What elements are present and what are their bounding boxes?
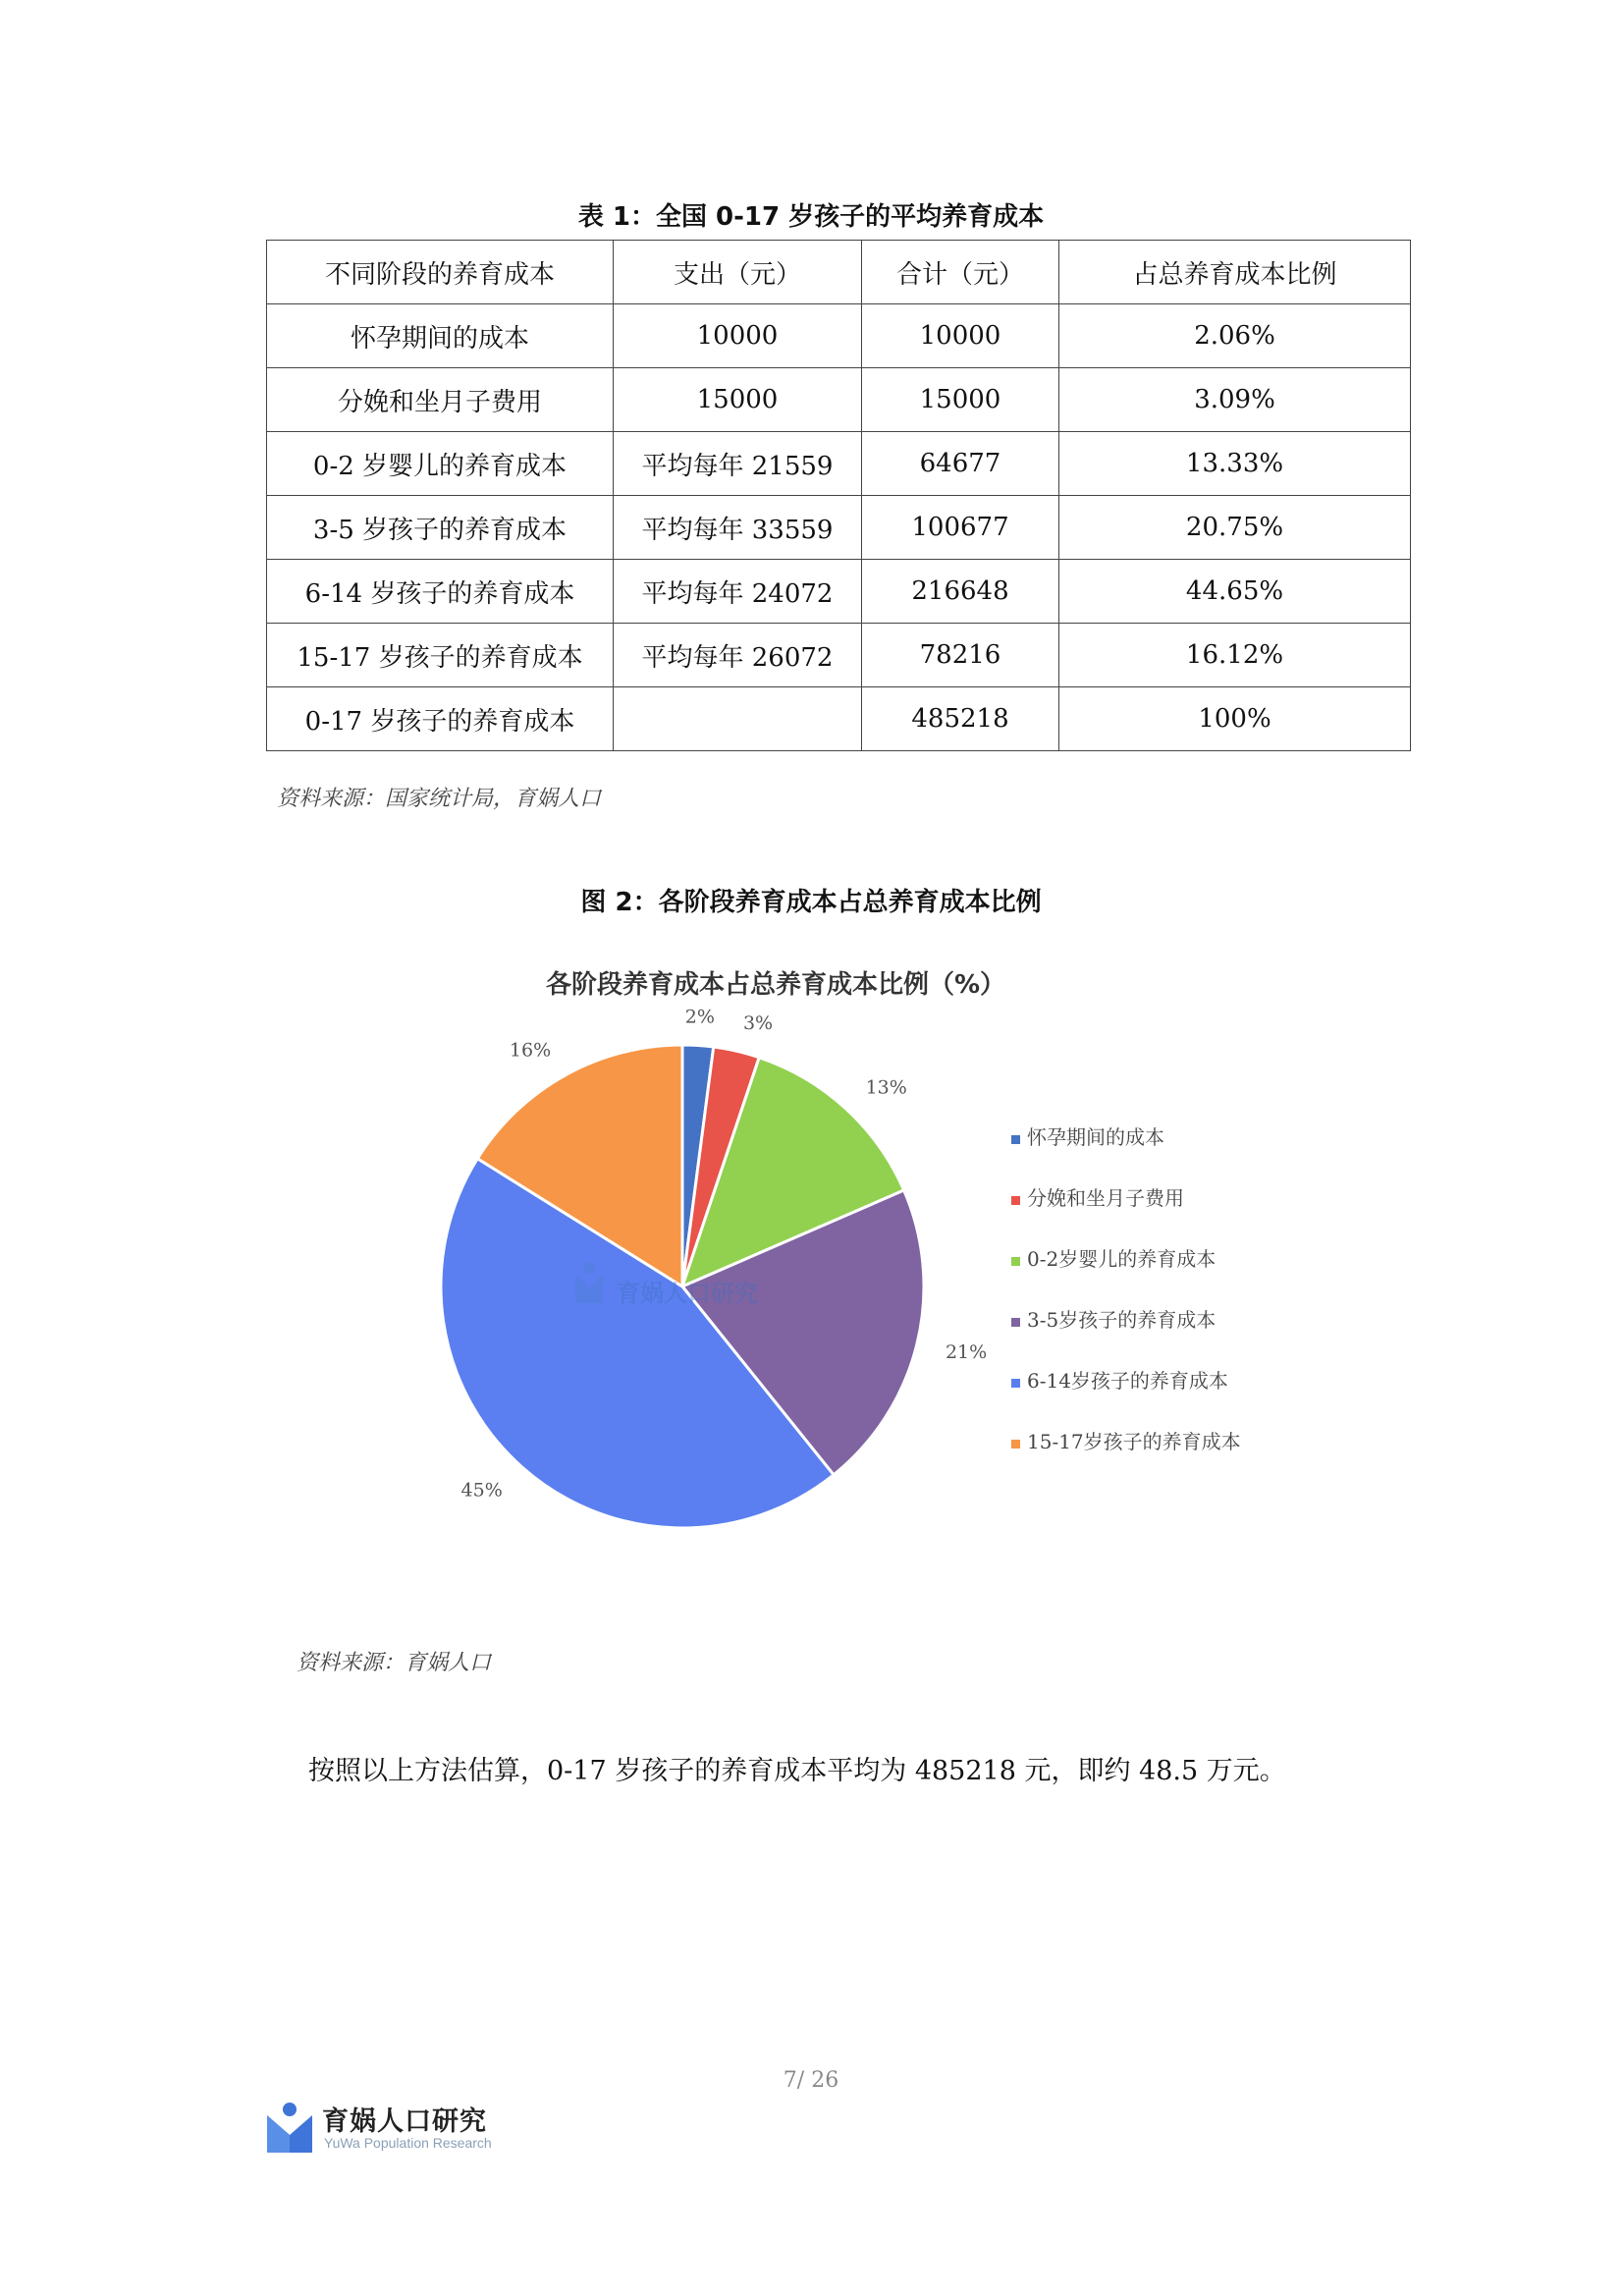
table-cell: 平均每年 21559 (614, 432, 862, 496)
pie-data-label: 3% (742, 1012, 774, 1035)
figure-caption: 图 2：各阶段养育成本占总养育成本比例 (580, 888, 1042, 917)
table-cell: 平均每年 24072 (614, 560, 862, 624)
table-cell: 100% (1059, 687, 1411, 751)
table-header-cell: 占总养育成本比例 (1059, 241, 1411, 304)
table-row (267, 304, 1411, 368)
table-cell: 15-17 岁孩子的养育成本 (267, 624, 614, 687)
table-cell: 平均每年 33559 (614, 496, 862, 560)
table-cell: 13.33% (1059, 432, 1411, 496)
table-row (267, 624, 1411, 687)
legend-entry: 分娩和坐月子费用 (1027, 1186, 1184, 1210)
table-cell: 分娩和坐月子费用 (267, 368, 614, 432)
legend-entry: 3-5岁孩子的养育成本 (1027, 1308, 1216, 1332)
table-row (267, 368, 1411, 432)
legend-entry: 15-17岁孩子的养育成本 (1027, 1430, 1241, 1453)
table-cell: 16.12% (1059, 624, 1411, 687)
table-header-cell: 不同阶段的养育成本 (267, 241, 614, 304)
cost-table (266, 240, 1411, 751)
footer-brand-name: 育娲人口研究 (322, 2106, 487, 2137)
table-cell: 0-17 岁孩子的养育成本 (267, 687, 614, 751)
table-cell: 216648 (862, 560, 1059, 624)
legend-swatch (1011, 1318, 1020, 1327)
table-cell: 100677 (862, 496, 1059, 560)
table-cell: 怀孕期间的成本 (267, 304, 614, 368)
pie-chart (285, 938, 1286, 1615)
table-cell: 15000 (614, 368, 862, 432)
table-cell: 3-5 岁孩子的养育成本 (267, 496, 614, 560)
pie-data-label: 45% (460, 1479, 503, 1502)
yuwa-logo-icon (265, 2102, 314, 2155)
page-number: 7/ 26 (783, 2068, 839, 2093)
footer-logo (265, 2100, 520, 2159)
table-source-note: 资料来源：国家统计局，育娲人口 (277, 787, 602, 811)
table-cell: 78216 (862, 624, 1059, 687)
table-cell: 0-2 岁婴儿的养育成本 (267, 432, 614, 496)
pie-data-label: 21% (945, 1341, 988, 1364)
table-row (267, 560, 1411, 624)
legend-entry: 6-14岁孩子的养育成本 (1027, 1369, 1228, 1393)
figure-source-note: 资料来源：育娲人口 (297, 1651, 492, 1675)
table-row (267, 496, 1411, 560)
legend-swatch (1011, 1379, 1020, 1388)
table-cell: 6-14 岁孩子的养育成本 (267, 560, 614, 624)
table-cell: 64677 (862, 432, 1059, 496)
table-cell (614, 687, 862, 751)
table-cell: 平均每年 26072 (614, 624, 862, 687)
legend-swatch (1011, 1257, 1020, 1266)
body-paragraph: 按照以上方法估算，0-17 岁孩子的养育成本平均为 485218 元，即约 48.5 万元。 (308, 1756, 1286, 1786)
pie-data-label: 2% (684, 1006, 715, 1028)
legend-swatch (1011, 1196, 1020, 1205)
chart-title: 各阶段养育成本占总养育成本比例（%） (545, 970, 1006, 1000)
table-header-row (267, 241, 1411, 304)
table-cell: 15000 (862, 368, 1059, 432)
table-row (267, 432, 1411, 496)
table-row (267, 687, 1411, 751)
table-header-cell: 合计（元） (862, 241, 1059, 304)
table-cell: 10000 (862, 304, 1059, 368)
table-caption: 表 1：全国 0-17 岁孩子的平均养育成本 (577, 202, 1045, 232)
legend-swatch (1011, 1135, 1020, 1144)
footer-brand-english: YuWa Population Research (324, 2135, 492, 2151)
table-cell: 3.09% (1059, 368, 1411, 432)
table-cell: 2.06% (1059, 304, 1411, 368)
legend-entry: 怀孕期间的成本 (1027, 1125, 1164, 1149)
table-cell: 20.75% (1059, 496, 1411, 560)
table-cell: 485218 (862, 687, 1059, 751)
legend-swatch (1011, 1440, 1020, 1449)
table-cell: 10000 (614, 304, 862, 368)
pie-data-label: 16% (509, 1039, 552, 1062)
legend-entry: 0-2岁婴儿的养育成本 (1027, 1247, 1216, 1271)
table-header-cell: 支出（元） (614, 241, 862, 304)
table-cell: 44.65% (1059, 560, 1411, 624)
watermark-text: 育娲人口研究 (617, 1280, 758, 1307)
pie-data-label: 13% (865, 1076, 907, 1099)
